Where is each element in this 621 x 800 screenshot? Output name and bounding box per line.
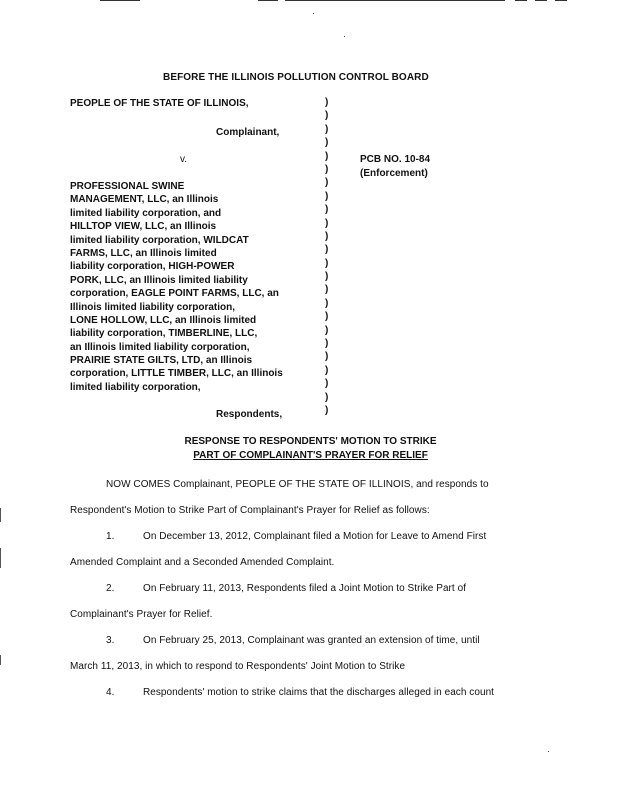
caption-paren: )	[325, 123, 329, 135]
caption-paren: )	[325, 271, 329, 283]
caption-paren: )	[325, 177, 329, 189]
paragraph-number: 1.	[106, 531, 115, 542]
caption-paren: )	[325, 378, 329, 390]
caption-paren: )	[325, 311, 329, 323]
caption-paren: )	[325, 163, 329, 175]
caption-paren: )	[325, 404, 329, 416]
caption-paren: )	[325, 204, 329, 216]
caption-paren: )	[325, 244, 329, 256]
caption-paren: )	[325, 324, 329, 336]
respondent-line: limited liability corporation,	[70, 381, 201, 393]
paragraph-text: March 11, 2013, in which to respond to Respondents' Joint Motion to Strike	[70, 661, 406, 672]
respondent-line: corporation, EAGLE POINT FARMS, LLC, an	[70, 288, 279, 300]
respondents-label: Respondents,	[216, 409, 283, 420]
paragraph-text: Respondents' motion to strike claims that the discharges alleged in each count	[143, 687, 495, 698]
caption-paren: )	[325, 97, 329, 108]
scan-speck	[548, 751, 549, 752]
paragraph-number: 3.	[106, 635, 115, 646]
caption-paren: )	[325, 364, 329, 376]
respondent-line: PORK, LLC, an Illinois limited liability	[70, 274, 248, 286]
respondent-line: Illinois limited liability corporation,	[70, 301, 236, 313]
caption-paren: )	[325, 351, 329, 363]
caption-paren: )	[325, 391, 329, 403]
case-type: (Enforcement)	[360, 168, 428, 179]
caption-paren: )	[325, 257, 329, 269]
respondent-line: MANAGEMENT, LLC, an Illinois	[70, 194, 219, 206]
respondent-line: FARMS, LLC, an Illinois limited	[70, 247, 217, 259]
paragraph-number: 4.	[106, 687, 115, 698]
respondent-line: limited liability corporation, and	[70, 207, 222, 219]
response-title-line2: PART OF COMPLAINANT'S PRAYER FOR RELIEF	[193, 450, 428, 461]
respondent-line: LONE HOLLOW, LLC, an Illinois limited	[70, 314, 257, 326]
paragraph-text: On December 13, 2012, Complainant filed a Motion for Leave to Amend First	[143, 531, 487, 542]
scan-edge-line	[100, 0, 140, 1]
paragraph-text: Amended Complaint and a Seconded Amended Complaint.	[70, 557, 335, 568]
scan-edge-line	[515, 0, 527, 1]
caption-paren: )	[325, 217, 329, 229]
margin-mark	[0, 548, 1, 568]
plaintiff-name: PEOPLE OF THE STATE OF ILLINOIS,	[70, 98, 249, 109]
respondent-line: PRAIRIE STATE GILTS, LTD, an Illinois	[70, 355, 253, 367]
respondent-line: limited liability corporation, WILDCAT	[70, 234, 249, 246]
respondent-names	[70, 180, 330, 394]
response-title-line1: RESPONSE TO RESPONDENTS' MOTION TO STRIKE	[184, 436, 437, 447]
caption-paren: )	[325, 190, 329, 202]
scan-edge-line	[258, 0, 278, 1]
respondent-line: liability corporation, TIMBERLINE, LLC,	[70, 328, 258, 340]
margin-mark	[0, 655, 1, 665]
respondent-line: an Illinois limited liability corporation,	[70, 341, 250, 353]
paragraph-text: On February 25, 2013, Complainant was granted an extension of time, until	[143, 635, 480, 646]
paragraph-number: 2.	[106, 583, 115, 594]
board-title: BEFORE THE ILLINOIS POLLUTION CONTROL BOARD	[163, 72, 429, 83]
caption-parentheses	[325, 96, 328, 417]
scan-edge-line	[535, 0, 547, 1]
paragraph-text: Complainant's Prayer for Relief.	[70, 609, 213, 620]
caption-paren: )	[325, 110, 329, 122]
intro-line-1: NOW COMES Complainant, PEOPLE OF THE STATE OF ILLINOIS, and responds to	[106, 479, 489, 490]
caption-paren: )	[325, 284, 329, 296]
caption-paren: )	[325, 297, 329, 309]
respondent-line: liability corporation, HIGH-POWER	[70, 261, 235, 273]
scan-speck	[313, 13, 314, 14]
case-number: PCB NO. 10-84	[360, 154, 431, 165]
versus-label: v.	[180, 154, 188, 165]
respondent-line: corporation, LITTLE TIMBER, LLC, an Illinois	[70, 368, 283, 380]
scan-speck	[344, 36, 345, 37]
respondent-line: HILLTOP VIEW, LLC, an Illinois	[70, 221, 217, 233]
margin-mark	[0, 508, 1, 522]
caption-paren: )	[325, 230, 329, 242]
complainant-label: Complainant,	[216, 127, 280, 138]
scan-edge-line	[285, 0, 505, 1]
scan-edge-line	[555, 0, 567, 1]
intro-line-2: Respondent's Motion to Strike Part of Complainant's Prayer for Relief as follows:	[70, 505, 430, 516]
respondent-line: PROFESSIONAL SWINE	[70, 181, 185, 192]
caption-paren: )	[325, 137, 329, 149]
caption-paren: )	[325, 338, 329, 350]
paragraph-text: On February 11, 2013, Respondents filed a Joint Motion to Strike Part of	[143, 583, 467, 594]
caption-paren: )	[325, 150, 329, 162]
